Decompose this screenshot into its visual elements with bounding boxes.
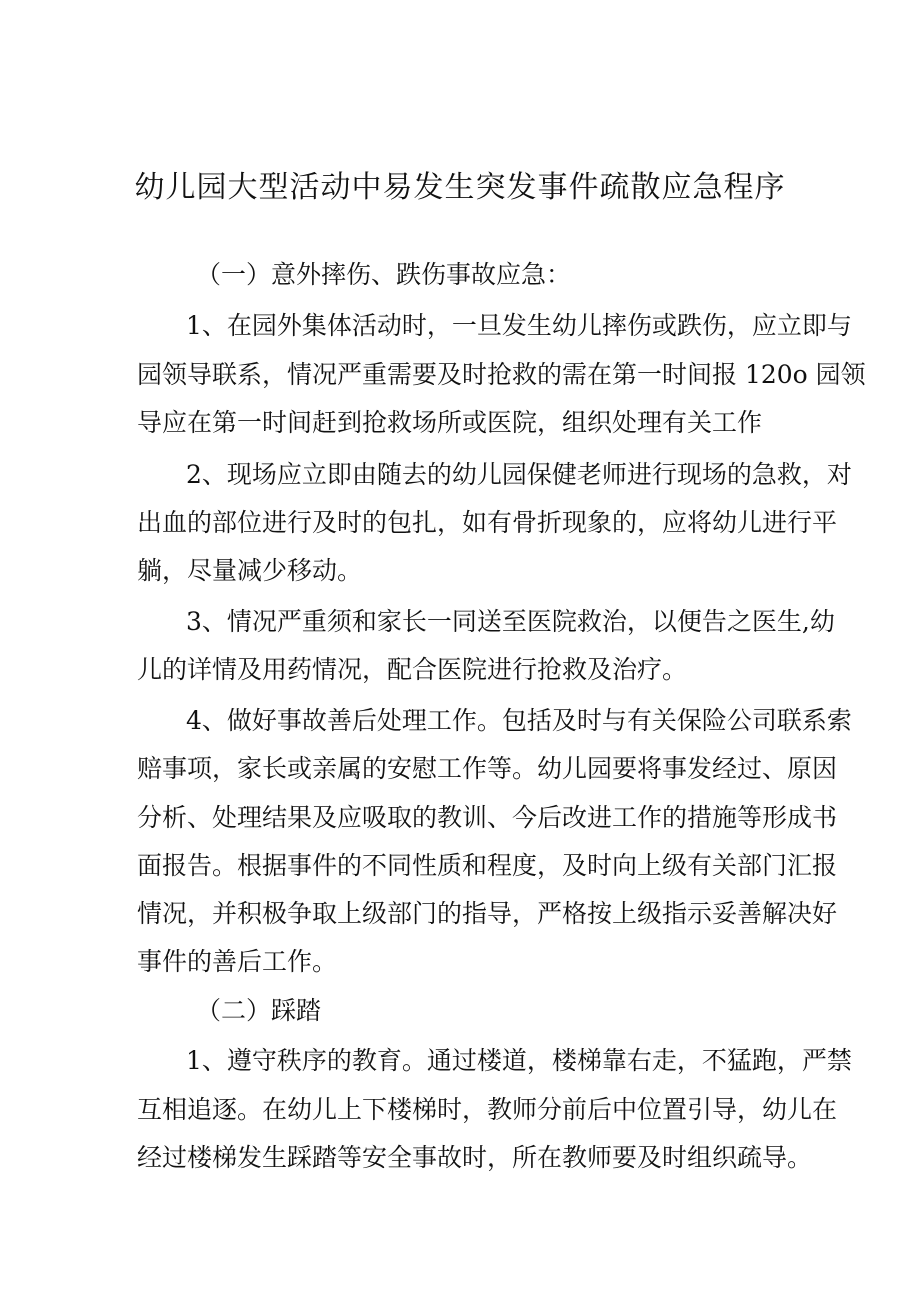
paragraph-line: 赔事项，家长或亲属的安慰工作等。幼儿园要将事发经过、原因	[137, 754, 838, 783]
paragraph-line: 出血的部位进行及时的包扎，如有骨折现象的，应将幼儿进行平	[137, 508, 838, 537]
section-heading-1: （一）意外摔伤、跌伤事故应急：	[196, 260, 572, 289]
paragraph-line: 躺，尽量减少移动。	[137, 556, 363, 585]
paragraph-line: 经过楼梯发生踩踏等安全事故时，所在教师要及时组织疏导。	[137, 1143, 813, 1172]
paragraph-line: 面报告。根据事件的不同性质和程度，及时向上级有关部门汇报	[137, 851, 838, 880]
paragraph-line: 3、情况严重须和家长一同送至医院救治，以便告之医生,幼	[186, 607, 835, 636]
paragraph-line: 园领导联系，情况严重需要及时抢救的需在第一时间报 120o 园领	[137, 360, 866, 389]
paragraph-line: 分析、处理结果及应吸取的教训、今后改进工作的措施等形成书	[137, 803, 838, 832]
paragraph-line: 互相追逐。在幼儿上下楼梯时，教师分前后中位置引导，幼儿在	[137, 1095, 838, 1124]
paragraph-line: 4、做好事故善后处理工作。包括及时与有关保险公司联系索	[186, 706, 852, 735]
paragraph-line: 1、遵守秩序的教育。通过楼道，楼梯靠右走，不猛跑，严禁	[186, 1046, 852, 1075]
paragraph-line: 儿的详情及用药情况，配合医院进行抢救及治疗。	[137, 655, 688, 684]
paragraph-line: 情况，并积极争取上级部门的指导，严格按上级指示妥善解决好	[137, 899, 838, 928]
section-heading-2: （二）踩踏	[196, 996, 322, 1025]
paragraph-line: 2、现场应立即由随去的幼儿园保健老师进行现场的急救，对	[186, 460, 852, 489]
paragraph-line: 事件的善后工作。	[137, 947, 338, 976]
paragraph-line: 1、在园外集体活动时，一旦发生幼儿摔伤或跌伤，应立即与	[186, 311, 852, 340]
document-title: 幼儿园大型活动中易发生突发事件疏散应急程序	[134, 170, 786, 205]
paragraph-line: 导应在第一时间赶到抢救场所或医院，组织处理有关工作	[137, 408, 763, 437]
